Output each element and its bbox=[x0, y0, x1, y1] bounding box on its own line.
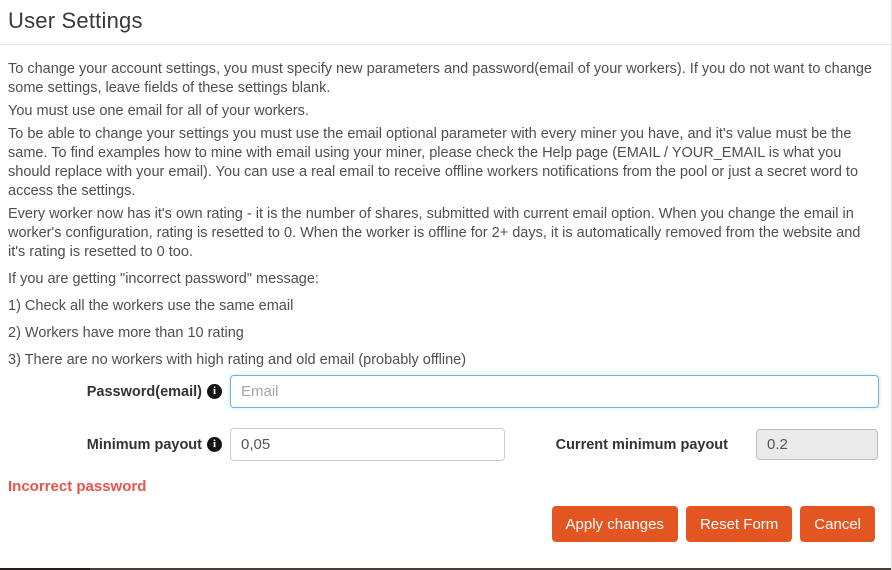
hint-list-item: 2) Workers have more than 10 rating bbox=[8, 325, 244, 341]
minimum-payout-input[interactable] bbox=[230, 428, 505, 461]
current-minimum-payout-input bbox=[756, 429, 878, 460]
info-icon[interactable] bbox=[207, 437, 222, 452]
minimum-payout-label: Minimum payout bbox=[86, 436, 202, 453]
error-message: Incorrect password bbox=[8, 478, 147, 495]
page-header bbox=[0, 0, 891, 45]
reset-form-button[interactable]: Reset Form bbox=[686, 506, 792, 542]
info-icon-glyph: i bbox=[212, 438, 217, 450]
password-label-col bbox=[8, 384, 222, 400]
hint-list-item: 1) Check all the workers use the same email bbox=[8, 298, 294, 314]
intro-paragraph: To change your account settings, you must specify new parameters and password(email of your workers). If you do not want to change some settings, leave fields of these settings blank. bbox=[8, 61, 872, 96]
minimum-payout-row bbox=[8, 428, 881, 461]
apply-changes-button[interactable]: Apply changes bbox=[552, 506, 678, 542]
password-email-input[interactable] bbox=[230, 375, 879, 408]
password-row bbox=[8, 375, 881, 408]
cancel-button[interactable]: Cancel bbox=[800, 506, 875, 542]
page-title: User Settings bbox=[8, 8, 143, 33]
page-content bbox=[0, 45, 891, 542]
incorrect-password-hint: If you are getting "incorrect password" message: bbox=[8, 271, 319, 287]
intro-paragraph: You must use one email for all of your workers. bbox=[8, 103, 309, 119]
current-minimum-payout-group bbox=[556, 429, 881, 460]
info-icon[interactable] bbox=[207, 384, 222, 399]
info-icon-glyph: i bbox=[212, 385, 217, 397]
hint-list-item: 3) There are no workers with high rating and old email (probably offline) bbox=[8, 352, 467, 368]
minimum-payout-label-col bbox=[8, 437, 222, 453]
current-minimum-payout-label: Current minimum payout bbox=[555, 436, 728, 453]
form-buttons bbox=[8, 506, 881, 542]
intro-paragraph: To be able to change your settings you must use the email optional parameter with every miner you have, and it's value must be the same. To find examples how to mine with email using your miner, please check the Help page (EMAIL / YOUR_EMAIL is what you should replace with your email). You can use a real email to receive offline workers notifications from the pool or just a secret word to access the settings. bbox=[8, 126, 859, 199]
password-email-label: Password(email) bbox=[86, 383, 202, 400]
settings-form bbox=[8, 375, 881, 461]
intro-paragraph: Every worker now has it's own rating - it is the number of shares, submitted with current email option. When you change the email in worker's configuration, rating is resetted to 0. When the worker is offline for 2+ days, it is automatically removed from the website and it's rating is resetted to 0 too. bbox=[8, 206, 861, 260]
